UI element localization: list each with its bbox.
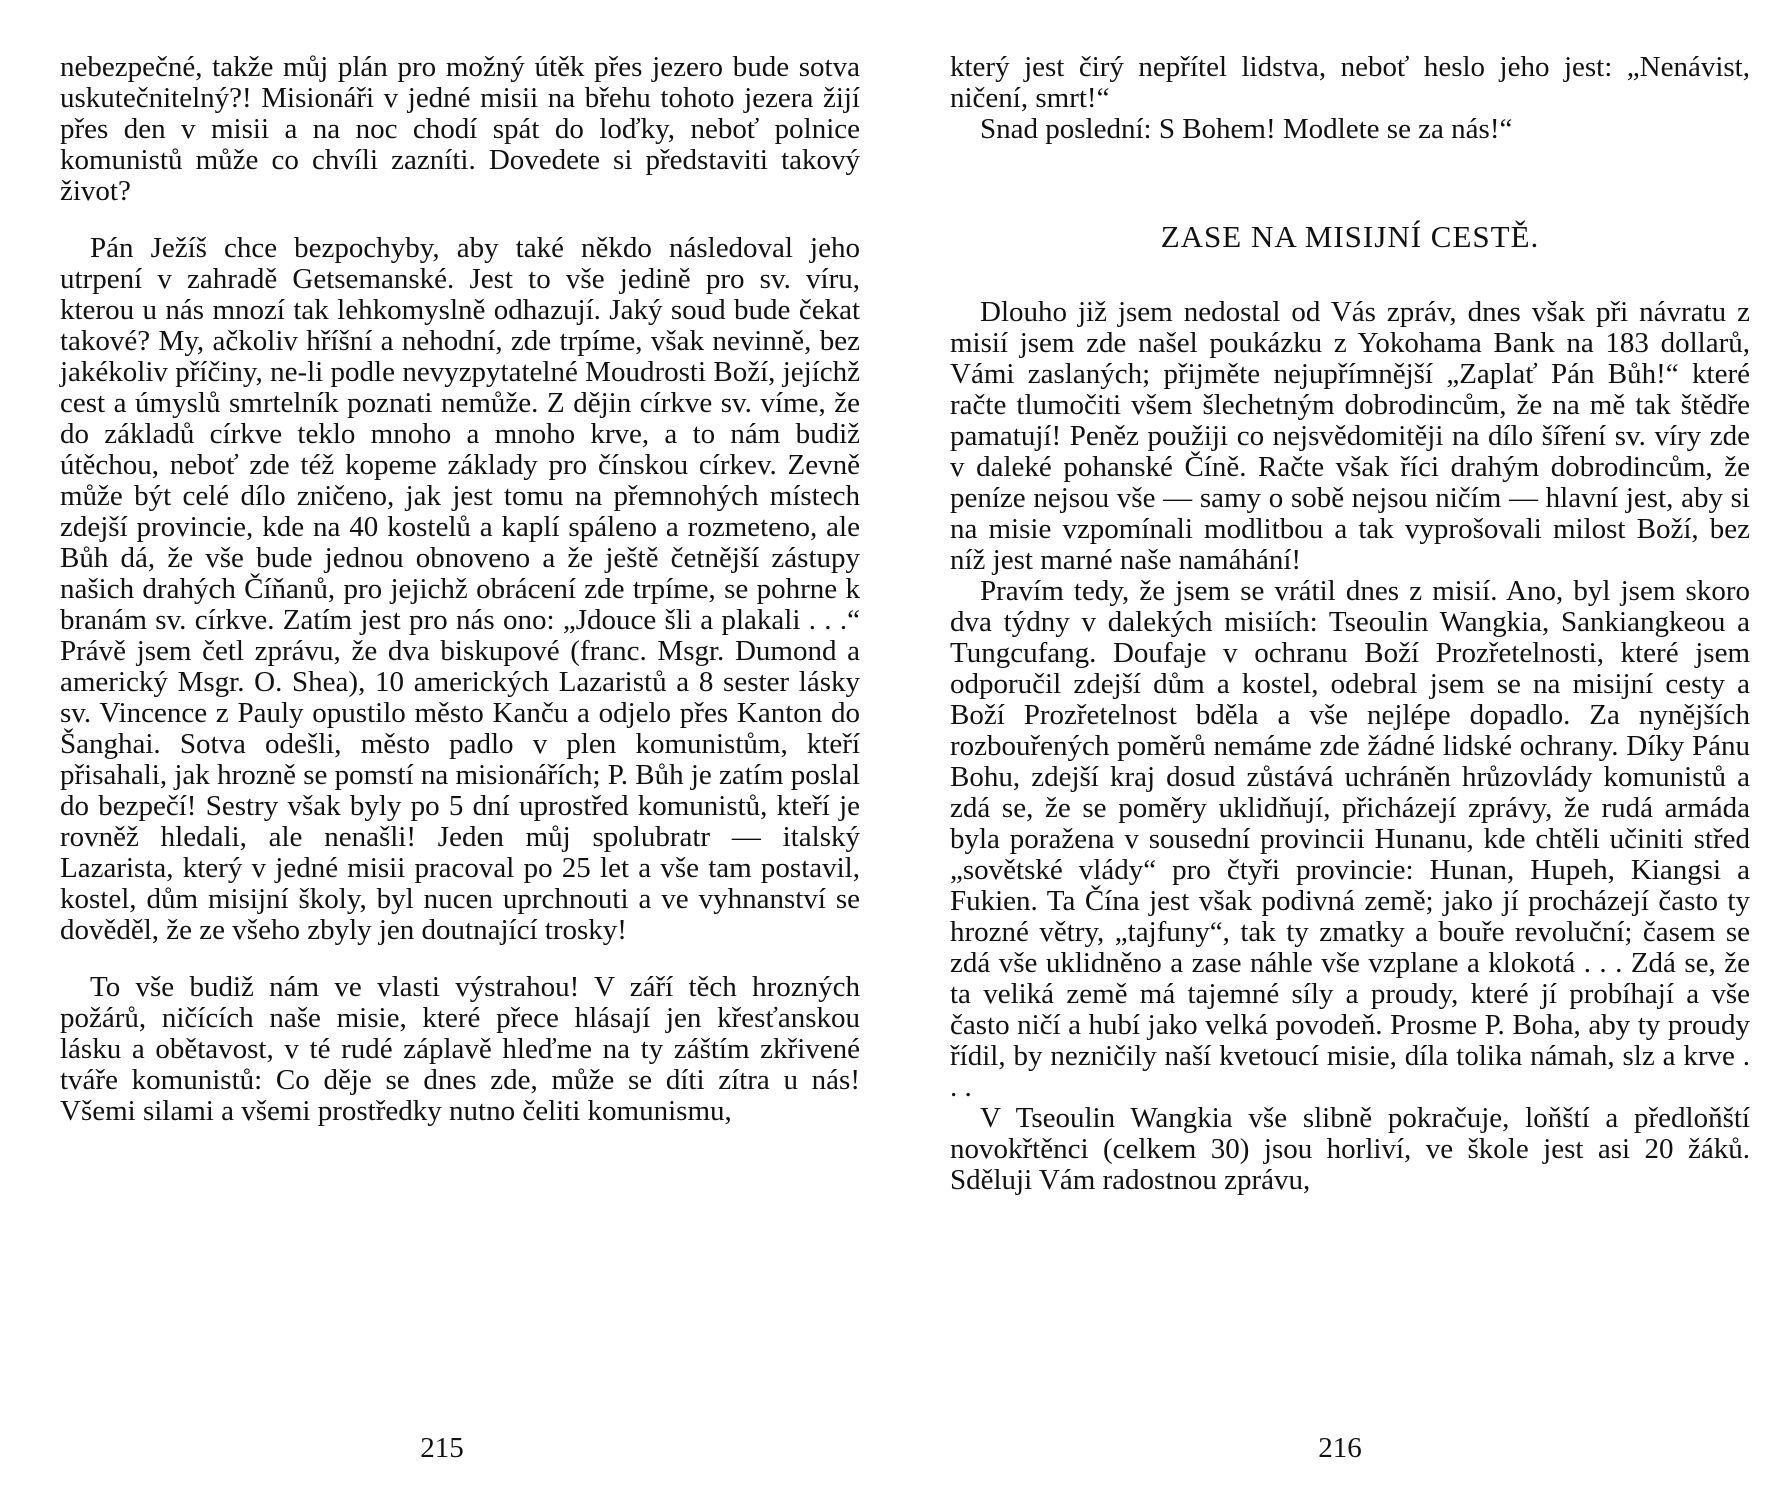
right-page xyxy=(950,51,1750,1464)
page-number: 215 xyxy=(420,1432,464,1464)
paragraph: Dlouho již jsem nedostal od Vás zpráv, dnes však při návratu z misií jsem zde našel poukázku z Yokohama Bank na 183 dollarů, Vámi zaslaných; přijměte nejupřímnější „Zaplať Pán Bůh!“ které račte tlumočiti všem šlechetným dobrodincům, že na mě tak štědře pamatují! Peněz použiji co nejsvědomitěji na dílo šíření sv. víry zde v daleké pohanské Číně. Račte však říci drahým dobrodincům, že peníze nejsou vše — samy o sobě nejsou ničím — hlavní jest, aby si na misie vzpomínali modlitbou a tak vyprošovali milost Boží, bez níž jest marné naše namáhání! xyxy=(950,296,1750,576)
section-heading: ZASE NA MISIJNÍ CESTĚ. xyxy=(1160,219,1540,254)
paragraph: V Tseoulin Wangkia vše slibně pokračuje, loňští a předloňští novokřtěnci (celkem 30) jsou horliví, ve škole jest asi 20 žáků. Sděluji Vám radostnou zprávu, xyxy=(950,1102,1750,1196)
paragraph: Pán Ježíš chce bezpochyby, aby také někdo následoval jeho utrpení v zahradě Getsemanské. Jest to vše jedině pro sv. víru, kterou u nás mnozí tak lehkomyslně odhazují. Jaký soud bude čekat takové? My, ačkoliv hříšní a nehodní, zde trpíme, však nevinně, bez jakékoliv příčiny, ne-li podle nevyzpytatelné Moudrosti Boží, jejíchž cest a úmyslů smrtelník poznati nemůže. Z dějin církve sv. víme, že do základů církve teklo mnoho a mnoho krve, a to nám budiž útěchou, neboť zde též kopeme základy pro čínskou církev. Zevně může být celé dílo zničeno, jak jest tomu na přemnohých místech zdejší provincie, kde na 40 kostelů a kaplí spáleno a rozmeteno, ale Bůh dá, že vše bude jednou obnoveno a že ještě četnější zástupy našich drahých Číňanů, pro jejichž obrácení zde trpíme, se pohrne k branám sv. církve. Zatím jest pro nás ono: „Jdouce šli a plakali . . .“ Právě jsem četl zprávu, že dva biskupové (franc. Msgr. Dumond a americký Msgr. O. Shea), 10 amerických Lazaristů a 8 sester lásky sv. Vincence z Pauly opustilo město Kanču a odjelo přes Kanton do Šanghai. Sotva odešli, město padlo v plen komunistům, kteří přisahali, jak hrozně se pomstí na misionářích; P. Bůh je zatím poslal do bezpečí! Sestry však byly po 5 dní uprostřed komunistů, kteří je rovněž hledali, ale nenašli! Jeden můj spolubratr — italský Lazarista, který v jedné misii pracoval po 25 let a vše tam postavil, kostel, dům misijní školy, byl nucen uprchnouti a ve vyhnanství se dověděl, že ze všeho zbyly jen doutnající trosky! xyxy=(60,232,860,946)
paragraph: Pravím tedy, že jsem se vrátil dnes z misií. Ano, byl jsem skoro dva týdny v dalekých misiích: Tseoulin Wangkia, Sankiangkeou a Tungcufang. Doufaje v ochranu Boží Prozřetelnosti, které jsem odporučil zdejší dům a kostel, odebral jsem se na misijní cesty a Boží Prozřetelnost bděla a vše nejlépe dopadlo. Za nynějších rozbouřených poměrů nemáme zde žádné lidské ochrany. Díky Pánu Bohu, zdejší kraj dosud zůstává uchráněn hrůzovlády komunistů a zdá se, že se poměry uklidňují, přicházejí zprávy, že rudá armáda byla poražena v sousední provincii Hunanu, kde chtěli učiniti střed „sovětské vlády“ pro čtyři provincie: Hunan, Hupeh, Kiangsi a Fukien. Ta Čína jest však podivná země; jako jí procházejí často ty hrozné větry, „tajfuny“, tak ty zmatky a bouře revoluční; časem se zdá vše uklidněno a zase náhle vše vzplane a klokotá . . . Zdá se, že ta veliká země má tajemné síly a proudy, které jí probíhají a vše často ničí a hubí jako velká povodeň. Prosme P. Boha, aby ty proudy řídil, by nezničily naší kvetoucí misie, díla tolika námah, slz a krve . . . xyxy=(950,575,1750,1103)
paragraph: Snad poslední: S Bohem! Modlete se za nás!“ xyxy=(980,113,1513,145)
page-number: 216 xyxy=(1318,1432,1362,1464)
paragraph: který jest čirý nepřítel lidstva, neboť heslo jeho jest: „Nenávist, ničení, smrt!“ xyxy=(950,51,1750,114)
paragraph: nebezpečné, takže můj plán pro možný útěk přes jezero bude sotva uskutečnitelný?! Misionáři v jedné misii na břehu tohoto jezera žijí přes den v misii a na noc chodí spát do loďky, neboť polnice komunistů může co chvíli zazníti. Dovedete si představiti takový život? xyxy=(60,51,860,207)
left-page xyxy=(60,51,860,1464)
paragraph: To vše budiž nám ve vlasti výstrahou! V září těch hrozných požárů, ničících naše misie, které přece hlásají jen křesťanskou lásku a obětavost, v té rudé záplavě hleďme na ty záštím zkřivené tváře komunistů: Co děje se dnes zde, může se díti zítra u nás! Všemi silami a všemi prostředky nutno čeliti komunismu, xyxy=(60,971,860,1127)
